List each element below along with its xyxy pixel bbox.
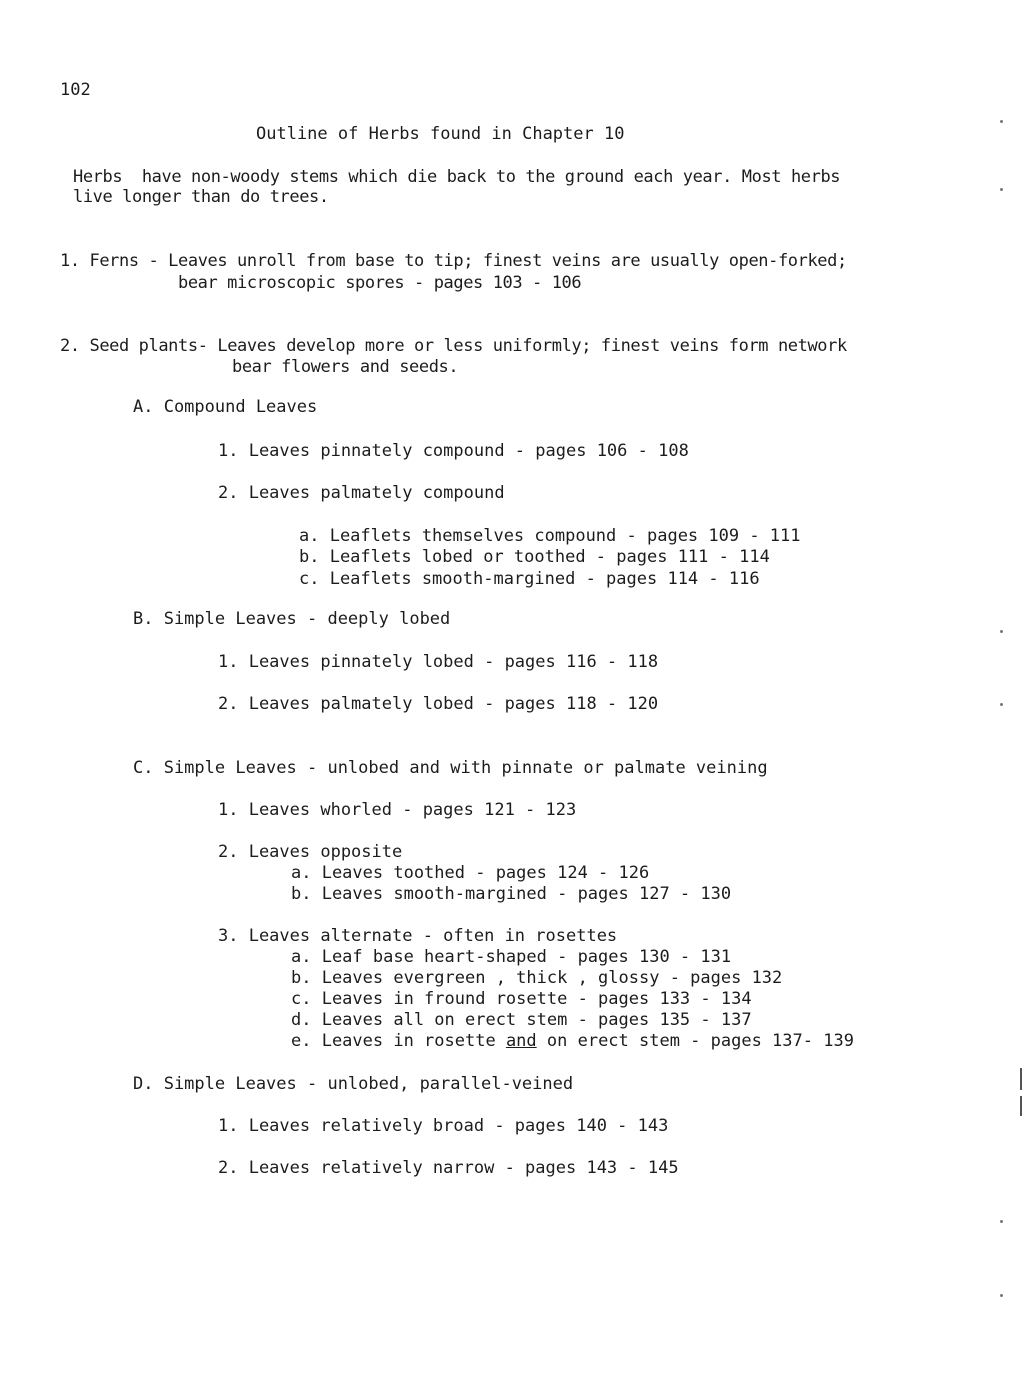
item-leaflets-smooth: c. Leaflets smooth-margined - pages 114 - 116 [299,569,760,589]
heading-simple-parallel-veined: D. Simple Leaves - unlobed, parallel-veined [133,1074,574,1094]
item-alternate-evergreen: b. Leaves evergreen , thick , glossy - pages 132 [291,968,783,988]
item-alternate: 3. Leaves alternate - often in rosettes [218,926,618,946]
scan-edge-mark [1020,1096,1022,1116]
item-pinnately-lobed: 1. Leaves pinnately lobed - pages 116 - 118 [218,652,659,672]
scan-fleck [1000,120,1003,123]
scan-fleck [1000,703,1003,706]
scan-fleck [1000,188,1003,191]
section-ferns-line-2: bear microscopic spores - pages 103 - 106 [178,273,582,293]
item-opposite: 2. Leaves opposite [218,842,403,862]
item-pinnately-compound: 1. Leaves pinnately compound - pages 106 - 108 [218,441,689,461]
item-whorled: 1. Leaves whorled - pages 121 - 123 [218,800,577,820]
item-3e-suffix: on erect stem - pages 137- 139 [536,1031,854,1051]
intro-line-2: live longer than do trees. [73,187,329,207]
item-palmately-compound: 2. Leaves palmately compound [218,483,505,503]
item-alternate-rosette: c. Leaves in fround rosette - pages 133 - 134 [291,989,752,1009]
item-alternate-rosette-and-stem [291,1031,854,1052]
section-seed-plants-line-1: 2. Seed plants- Leaves develop more or less uniformly; finest veins form network [60,336,847,356]
item-alternate-heart: a. Leaf base heart-shaped - pages 130 - 131 [291,947,732,967]
heading-simple-unlobed-veining: C. Simple Leaves - unlobed and with pinnate or palmate veining [133,758,768,778]
scan-edge-mark [1020,1068,1022,1090]
scan-fleck [1000,1294,1003,1297]
scan-fleck [1000,1220,1003,1223]
page-number: 102 [60,80,91,100]
section-ferns-line-1: 1. Ferns - Leaves unroll from base to tip; finest veins are usually open-forked; [60,251,847,271]
item-palmately-lobed: 2. Leaves palmately lobed - pages 118 - 120 [218,694,659,714]
item-relatively-broad: 1. Leaves relatively broad - pages 140 - 143 [218,1116,669,1136]
item-3e-prefix: e. Leaves in rosette [291,1031,506,1051]
item-opposite-smooth: b. Leaves smooth-margined - pages 127 - 130 [291,884,732,904]
item-leaflets-compound: a. Leaflets themselves compound - pages 109 - 111 [299,526,801,546]
scan-fleck [1000,630,1003,633]
item-alternate-erect-stem: d. Leaves all on erect stem - pages 135 - 137 [291,1010,752,1030]
intro-line-1: Herbs have non-woody stems which die back to the ground each year. Most herbs [73,167,841,187]
page-title: Outline of Herbs found in Chapter 10 [256,124,625,144]
item-3e-underlined-and: and [505,1031,537,1051]
section-seed-plants-line-2: bear flowers and seeds. [232,357,459,377]
heading-compound-leaves: A. Compound Leaves [133,397,318,417]
item-opposite-toothed: a. Leaves toothed - pages 124 - 126 [291,863,650,883]
item-leaflets-lobed: b. Leaflets lobed or toothed - pages 111 - 114 [299,547,770,567]
heading-simple-deeply-lobed: B. Simple Leaves - deeply lobed [133,609,451,629]
item-relatively-narrow: 2. Leaves relatively narrow - pages 143 - 145 [218,1158,679,1178]
